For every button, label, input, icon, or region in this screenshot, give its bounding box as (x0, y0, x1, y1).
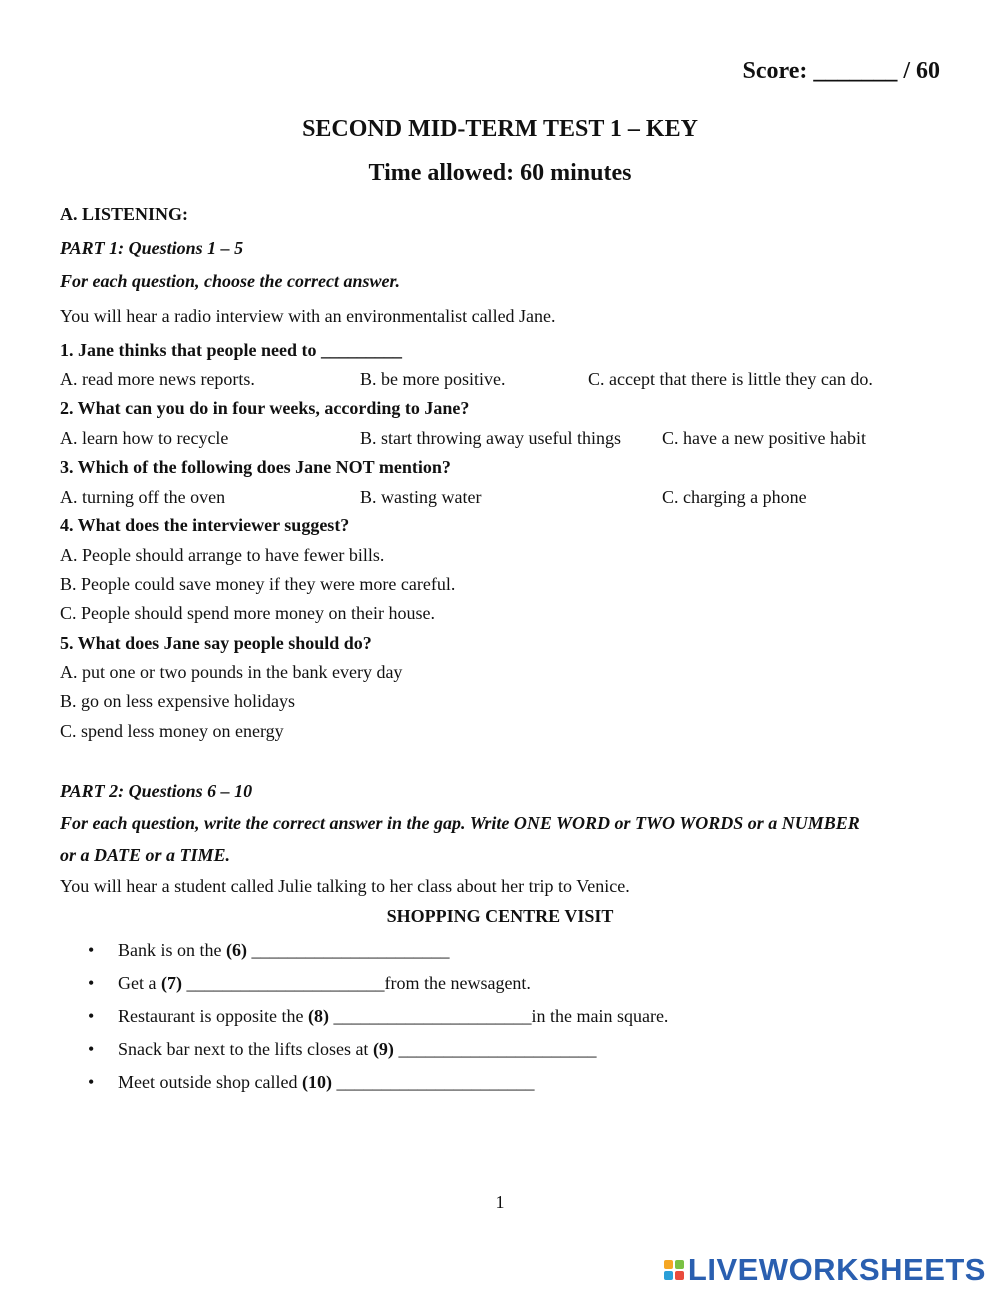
page-number: 1 (495, 1192, 505, 1212)
option-b: B. start throwing away useful things (360, 428, 621, 448)
question-4-option-c: C. People should spend more money on their house. (60, 603, 435, 623)
page-title: SECOND MID-TERM TEST 1 – KEY (302, 116, 698, 142)
option-c: C. have a new positive habit (662, 428, 866, 448)
option-a: A. turning off the oven (60, 487, 226, 507)
logo-blocks-icon (664, 1260, 684, 1280)
logo-block (664, 1271, 673, 1280)
question-5: 5. What does Jane say people should do? (60, 633, 372, 653)
answer-gap-10[interactable]: ______________________ (331, 1072, 535, 1092)
option-c: C. accept that there is little they can do. (588, 369, 873, 389)
bullet-icon: • (88, 940, 95, 960)
question-1-options (60, 368, 960, 390)
question-4-option-b: B. People could save money if they were more careful. (60, 574, 456, 594)
logo-text: LIVEWORKSHEETS (687, 1252, 986, 1287)
question-1: 1. Jane thinks that people need to _________ (60, 340, 403, 360)
question-2: 2. What can you do in four weeks, according to Jane? (60, 398, 470, 418)
gap-item-8: • Restaurant is opposite the (8) ______________________in the main square. (88, 1006, 669, 1026)
part2-heading: PART 2: Questions 6 – 10 (60, 781, 253, 801)
gap-item-7: • Get a (7) ______________________from the newsagent. (88, 973, 531, 993)
answer-gap-6[interactable]: ______________________ (247, 940, 450, 960)
part1-instruction: For each question, choose the correct answer. (60, 271, 401, 291)
logo-block (675, 1271, 684, 1280)
bullet-icon: • (88, 1039, 95, 1059)
gap-item-10: • Meet outside shop called (10) ______________________ (88, 1072, 535, 1092)
question-4-option-a: A. People should arrange to have fewer bills. (60, 545, 385, 565)
question-5-option-c: C. spend less money on energy (60, 721, 284, 741)
option-b: B. be more positive. (360, 369, 506, 389)
option-a: A. learn how to recycle (60, 428, 229, 448)
part2-instruction-2: or a DATE or a TIME. (60, 845, 231, 865)
gap-item-6: • Bank is on the (6) ______________________ (88, 940, 450, 960)
bullet-icon: • (88, 1006, 95, 1026)
question-3-options (60, 486, 960, 508)
bullet-icon: • (88, 1072, 95, 1092)
notes-title: SHOPPING CENTRE VISIT (386, 906, 614, 926)
logo-block (664, 1260, 673, 1269)
question-3: 3. Which of the following does Jane NOT mention? (60, 457, 451, 477)
question-5-option-a: A. put one or two pounds in the bank every day (60, 662, 403, 682)
gap-item-9: • Snack bar next to the lifts closes at (9) ______________________ (88, 1039, 597, 1059)
part2-intro: You will hear a student called Julie talking to her class about her trip to Venice. (60, 876, 630, 896)
question-5-option-b: B. go on less expensive holidays (60, 691, 295, 711)
logo-block (675, 1260, 684, 1269)
option-a: A. read more news reports. (60, 369, 255, 389)
time-allowed: Time allowed: 60 minutes (368, 160, 632, 186)
option-c: C. charging a phone (662, 487, 807, 507)
bullet-icon: • (88, 973, 95, 993)
section-a-heading: A. LISTENING: (60, 204, 189, 224)
answer-gap-7[interactable]: ______________________from the newsagent. (181, 973, 531, 993)
question-4: 4. What does the interviewer suggest? (60, 515, 350, 535)
part2-instruction-1: For each question, write the correct answer in the gap. Write ONE WORD or TWO WORDS or a NUMBER (60, 813, 860, 833)
part1-intro: You will hear a radio interview with an environmentalist called Jane. (60, 306, 556, 326)
option-b: B. wasting water (360, 487, 482, 507)
liveworksheets-logo[interactable] (664, 1253, 986, 1287)
answer-gap-8[interactable]: ______________________in the main square. (328, 1006, 669, 1026)
score-line: Score: _______ / 60 (742, 58, 940, 84)
answer-gap-9[interactable]: ______________________ (393, 1039, 597, 1059)
question-2-options (60, 427, 960, 449)
part1-heading: PART 1: Questions 1 – 5 (60, 238, 244, 258)
